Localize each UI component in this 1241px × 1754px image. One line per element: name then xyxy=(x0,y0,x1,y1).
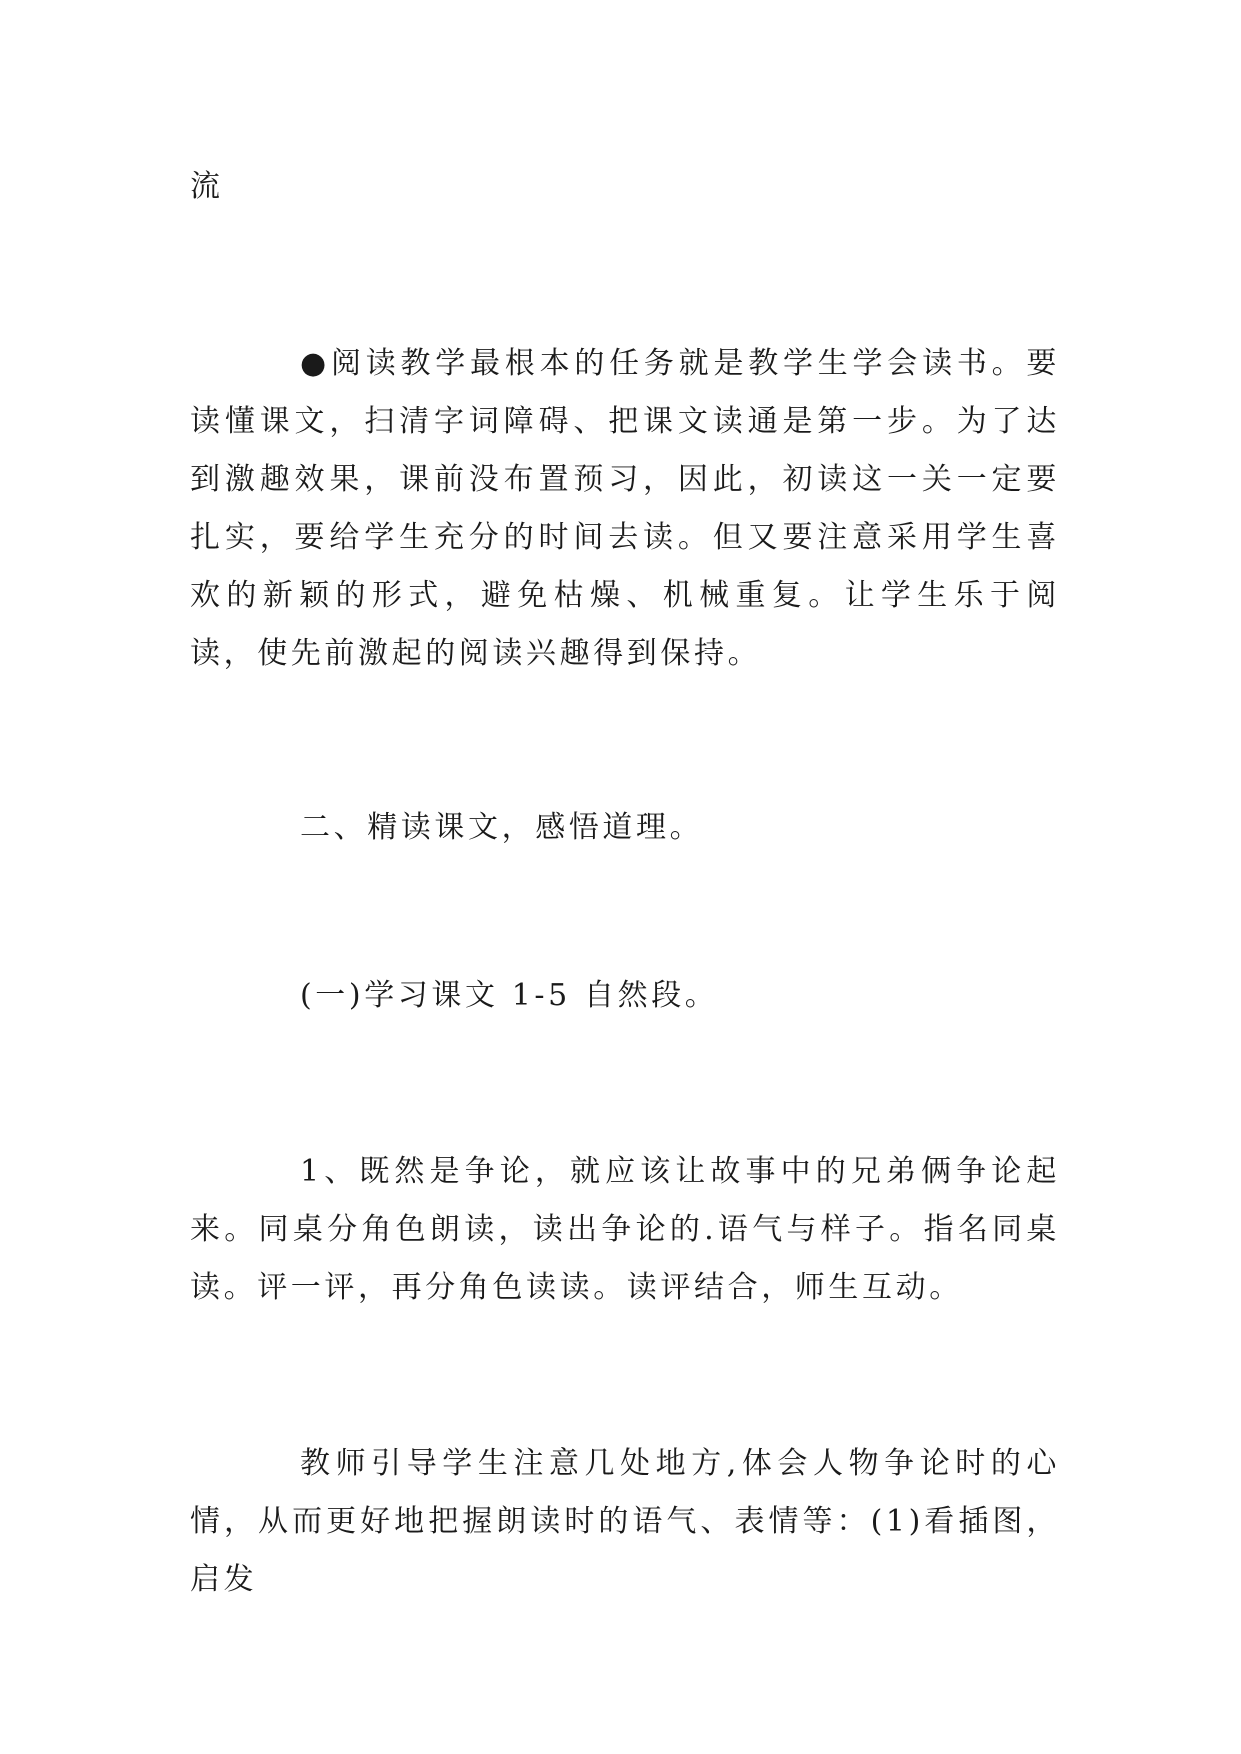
paragraph-reading-task: ●阅读教学最根本的任务就是教学生学会读书。要读懂课文，扫清字词障碍、把课文读通是第一步。为了达到激趣效果，课前没布置预习，因此，初读这一关一定要扎实，要给学生充分的时间去读。但又要注意采用学生喜欢的新颖的形式，避免枯燥、机械重复。让学生乐于阅读，使先前激起的阅读兴趣得到保持。 xyxy=(190,346,1060,671)
section-heading-2: 二、精读课文，感悟道理。 xyxy=(300,810,704,845)
paragraph-teacher-guide: 教师引导学生注意几处地方,体会人物争论时的心情，从而更好地把握朗读时的语气、表情等：(1)看插图，启发 xyxy=(190,1446,1060,1597)
paragraph-item-1: 1、既然是争论，就应该让故事中的兄弟俩争论起来。同桌分角色朗读，读出争论的.语气与样子。指名同桌读。评一评，再分角色读读。读评结合，师生互动。 xyxy=(190,1154,1060,1305)
subsection-heading-1: (一)学习课文 1-5 自然段。 xyxy=(300,978,719,1013)
paragraph-fragment: 流 xyxy=(190,169,224,204)
